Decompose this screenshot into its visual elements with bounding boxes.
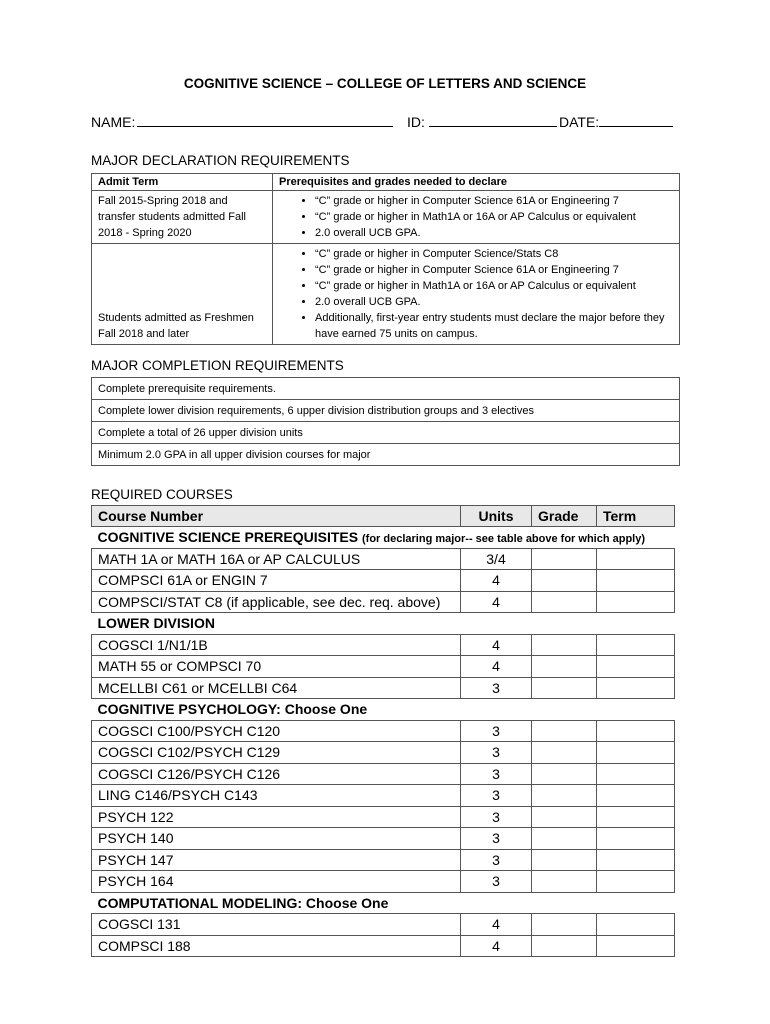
grade-cell[interactable] [532, 742, 597, 764]
completion-item: Complete a total of 26 upper division units [92, 422, 680, 444]
course-number: COGSCI C100/PSYCH C120 [92, 720, 461, 742]
course-number: COGSCI 131 [92, 914, 461, 936]
grade-cell[interactable] [532, 677, 597, 699]
course-number: PSYCH 147 [92, 849, 461, 871]
course-units: 3 [461, 677, 532, 699]
course-number: COGSCI C102/PSYCH C129 [92, 742, 461, 764]
table-row [92, 806, 675, 828]
grade-cell[interactable] [532, 720, 597, 742]
table-row [92, 785, 675, 807]
grade-cell[interactable] [532, 656, 597, 678]
course-number: MATH 55 or COMPSCI 70 [92, 656, 461, 678]
group-note: (for declaring major-- see table above for which apply) [362, 533, 646, 546]
group-title: COMPUTATIONAL MODELING: Choose One [97, 894, 389, 911]
prereq-list [279, 246, 673, 342]
admit-term: Students admitted as Freshmen Fall 2018 and later [92, 244, 273, 345]
completion-heading: MAJOR COMPLETION REQUIREMENTS [91, 358, 344, 373]
course-units: 3/4 [461, 548, 532, 570]
group-title: LOWER DIVISION [97, 615, 215, 632]
term-cell[interactable] [597, 871, 675, 893]
declaration-row [92, 191, 680, 244]
course-units: 3 [461, 763, 532, 785]
date-field[interactable] [599, 114, 673, 127]
date-label: DATE: [559, 114, 600, 130]
table-row [92, 742, 675, 764]
course-number: COMPSCI 188 [92, 935, 461, 957]
term-cell[interactable] [597, 591, 675, 613]
course-number: PSYCH 140 [92, 828, 461, 850]
grade-cell[interactable] [532, 914, 597, 936]
page-title: COGNITIVE SCIENCE – COLLEGE OF LETTERS AND SCIENCE [183, 76, 587, 91]
course-units: 3 [461, 785, 532, 807]
course-units: 4 [461, 935, 532, 957]
term-cell[interactable] [597, 548, 675, 570]
table-row [92, 656, 675, 678]
id-label: ID: [407, 114, 425, 130]
grade-cell[interactable] [532, 570, 597, 592]
course-units: 4 [461, 591, 532, 613]
grade-cell[interactable] [532, 763, 597, 785]
declaration-row [92, 244, 680, 345]
table-row [92, 828, 675, 850]
table-row [92, 914, 675, 936]
declaration-table [91, 173, 680, 345]
table-row [92, 677, 675, 699]
course-units: 4 [461, 570, 532, 592]
table-row [92, 763, 675, 785]
prereq-item: • “C” grade or higher in Computer Science 61A or Engineering 7 [315, 262, 673, 278]
course-number: LING C146/PSYCH C143 [92, 785, 461, 807]
term-cell[interactable] [597, 742, 675, 764]
course-number: PSYCH 164 [92, 871, 461, 893]
term-cell[interactable] [597, 720, 675, 742]
prereq-item: • “C” grade or higher in Computer Science 61A or Engineering 7 [315, 193, 673, 209]
group-title: COGNITIVE PSYCHOLOGY: Choose One [97, 701, 368, 718]
course-units: 4 [461, 914, 532, 936]
table-row [92, 849, 675, 871]
course-units: 3 [461, 720, 532, 742]
term-cell[interactable] [597, 570, 675, 592]
course-units: 3 [461, 828, 532, 850]
prereq-item: • 2.0 overall UCB GPA. [315, 294, 673, 310]
course-units: 4 [461, 656, 532, 678]
course-number: MCELLBI C61 or MCELLBI C64 [92, 677, 461, 699]
term-cell[interactable] [597, 785, 675, 807]
term-cell[interactable] [597, 634, 675, 656]
term-cell[interactable] [597, 677, 675, 699]
course-number: COGSCI 1/N1/1B [92, 634, 461, 656]
col-prerequisites: Prerequisites and grades needed to declare [273, 174, 680, 191]
term-cell[interactable] [597, 763, 675, 785]
grade-cell[interactable] [532, 634, 597, 656]
term-cell[interactable] [597, 935, 675, 957]
course-number: MATH 1A or MATH 16A or AP CALCULUS [92, 548, 461, 570]
term-cell[interactable] [597, 806, 675, 828]
term-cell[interactable] [597, 656, 675, 678]
completion-item: Complete lower division requirements, 6 upper division distribution groups and 3 electives [92, 400, 680, 422]
table-row [92, 570, 675, 592]
grade-cell[interactable] [532, 785, 597, 807]
name-field[interactable] [137, 114, 393, 127]
course-number: COGSCI C126/PSYCH C126 [92, 763, 461, 785]
table-row [92, 591, 675, 613]
term-cell[interactable] [597, 914, 675, 936]
grade-cell[interactable] [532, 935, 597, 957]
col-term: Term [597, 506, 675, 527]
grade-cell[interactable] [532, 548, 597, 570]
table-row [92, 935, 675, 957]
declaration-heading: MAJOR DECLARATION REQUIREMENTS [91, 153, 350, 168]
prereq-item: • Additionally, first-year entry students must declare the major before they have earned 75 units on campus. [315, 310, 673, 342]
course-number: PSYCH 122 [92, 806, 461, 828]
courses-heading: REQUIRED COURSES [91, 487, 233, 502]
grade-cell[interactable] [532, 828, 597, 850]
course-number: COMPSCI 61A or ENGIN 7 [92, 570, 461, 592]
table-row [92, 720, 675, 742]
col-course-number: Course Number [92, 506, 461, 527]
course-units: 4 [461, 634, 532, 656]
course-units: 3 [461, 871, 532, 893]
completion-item: Minimum 2.0 GPA in all upper division courses for major [92, 444, 680, 466]
term-cell[interactable] [597, 828, 675, 850]
table-row [92, 548, 675, 570]
completion-table [91, 377, 680, 466]
prereq-list [279, 193, 673, 241]
grade-cell[interactable] [532, 591, 597, 613]
id-field[interactable] [429, 114, 557, 127]
name-label: NAME: [91, 114, 136, 130]
course-units: 3 [461, 806, 532, 828]
table-row [92, 634, 675, 656]
courses-table [91, 505, 675, 957]
col-admit-term: Admit Term [92, 174, 273, 191]
completion-item: Complete prerequisite requirements. [92, 378, 680, 400]
group-title: COGNITIVE SCIENCE PREREQUISITES (for declaring major-- see table above for which apply) [97, 529, 646, 546]
grade-cell[interactable] [532, 849, 597, 871]
course-units: 3 [461, 742, 532, 764]
prereq-item: • 2.0 overall UCB GPA. [315, 225, 673, 241]
course-units: 3 [461, 849, 532, 871]
col-units: Units [461, 506, 532, 527]
admit-term: Fall 2015-Spring 2018 and transfer students admitted Fall 2018 - Spring 2020 [92, 191, 273, 244]
prereq-item: • “C” grade or higher in Computer Science/Stats C8 [315, 246, 673, 262]
grade-cell[interactable] [532, 871, 597, 893]
table-row [92, 871, 675, 893]
prereq-item: • “C” grade or higher in Math1A or 16A or AP Calculus or equivalent [315, 209, 673, 225]
grade-cell[interactable] [532, 806, 597, 828]
term-cell[interactable] [597, 849, 675, 871]
course-number: COMPSCI/STAT C8 (if applicable, see dec. req. above) [92, 591, 461, 613]
col-grade: Grade [532, 506, 597, 527]
prereq-item: • “C” grade or higher in Math1A or 16A or AP Calculus or equivalent [315, 278, 673, 294]
